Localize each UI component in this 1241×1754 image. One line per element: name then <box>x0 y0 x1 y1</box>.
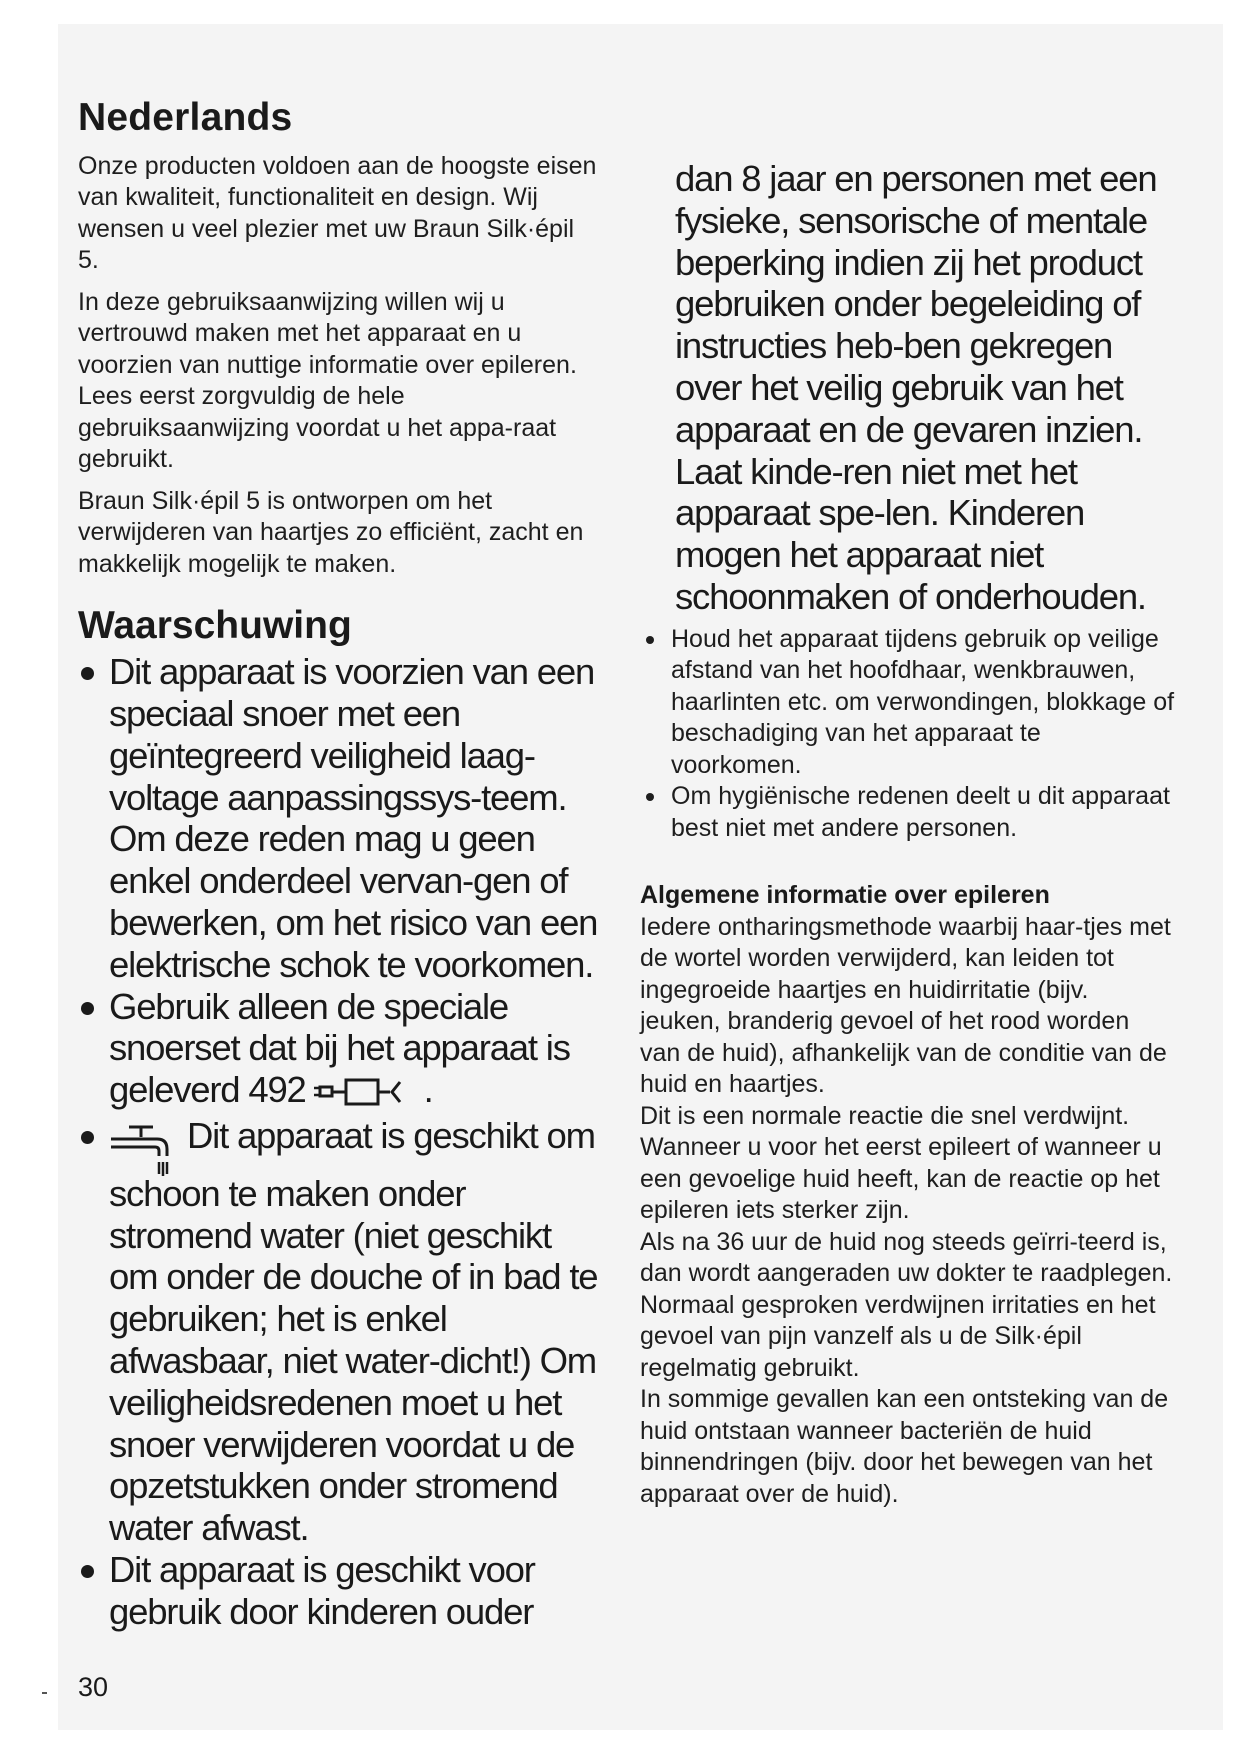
warning-bullet-4-continued: dan 8 jaar en personen met een fysieke, sensorische of mentale beperking indien zij het product gebruiken onder begeleiding of instructies heb-ben gekregen over het veilig gebruik van het apparaat en de gevaren inzien. Laat kinde-ren niet met het apparaat spe-len. Kinderen mogen het apparaat niet schoonmaken of onderhouden. <box>675 158 1157 617</box>
small-warning-list <box>640 624 1175 845</box>
general-info-paragraph-2: Dit is een normale reactie die snel verdwijnt. Wanneer u voor het eerst epileert of wanneer u een gevoelige huid heeft, kan de reactie op het epileren iets sterker zijn. <box>640 1101 1162 1225</box>
warning-bullet-3-text: Dit apparaat is geschikt om schoon te maken onder stromend water (niet geschikt om onder de douche of in bad te gebruiken; het is enkel afwasbaar, niet water-dicht!) Om veiligheidsredenen moet u het snoer verwijderen voordat u de opzetstukken onder stromend water afwast. <box>109 1114 598 1549</box>
intro-paragraph-2: In deze gebruiksaanwijzing willen wij u vertrouwd maken met het apparaat en u voorzien van nuttige informatie over epileren. Lees eerst zorgvuldig de hele gebruiksaanwijzing voordat u het appa-raat gebruikt. <box>78 287 577 474</box>
general-info-paragraph-3: Als na 36 uur de huid nog steeds geïrri-teerd is, dan wordt aangeraden uw dokter te raadplegen. Normaal gesproken verdwijnen irritaties en het gevoel van pijn vanzelf als u de Silk·épil regelmatig gebruikt. <box>640 1227 1173 1382</box>
edge-mark <box>42 1692 47 1694</box>
warning-bullet-1-text: Dit apparaat is voorzien van een speciaal snoer met een geïntegreerd veiligheid laag-voltage aanpassingssys-teem. Om deze reden mag u geen enkel onderdeel vervan-gen of bewerken, om het risico van een elektrische schok te voorkomen. <box>109 651 598 985</box>
general-info-paragraph-1: Iedere ontharingsmethode waarbij haar-tjes met de wortel worden verwijderd, kan leiden tot ingegroeide haartjes en huidirritatie (bijv. jeuken, branderig gevoel of het rood worden van de huid), afhankelijk van de conditie van de huid en haartjes. <box>640 912 1171 1099</box>
right-column <box>640 158 1175 1510</box>
intro-paragraph-3: Braun Silk·épil 5 is ontworpen om het verwijderen van haartjes zo efficiënt, zacht en makkelijk mogelijk te maken. <box>78 486 584 578</box>
warning-heading: Waarschuwing <box>78 604 352 648</box>
intro-paragraph-1: Onze producten voldoen aan de hoogste eisen van kwaliteit, functionaliteit en design. Wij wensen u veel plezier met uw Braun Silk·épil 5. <box>78 151 597 275</box>
page-heading: Nederlands <box>78 96 293 139</box>
warning-bullet-3 <box>78 1115 598 1549</box>
warning-bullet-4-text: Dit apparaat is geschikt voor gebruik door kinderen ouder <box>109 1548 535 1632</box>
warning-bullet-2-text: Gebruik alleen de speciale snoerset dat bij het apparaat is geleverd 492 <box>109 985 570 1111</box>
small-warning-bullet-1: Houd het apparaat tijdens gebruik op veilige afstand van het hoofdhaar, wenkbrauwen, haarlinten etc. om verwondingen, blokkage of beschadiging van het apparaat te voorkomen. <box>640 624 1175 782</box>
page-number: 30 <box>78 1672 109 1702</box>
warning-bullet-1 <box>78 651 598 985</box>
warning-bullet-2-end: . <box>423 1069 433 1111</box>
cord-plug-icon <box>312 1073 424 1115</box>
warning-bullet-2 <box>78 986 598 1115</box>
warning-list <box>78 651 598 1632</box>
left-column <box>78 96 598 1633</box>
general-info-paragraph-4: In sommige gevallen kan een ontsteking van de huid ontstaan wanneer bacteriën de huid binnendringen (bijv. door het bewegen van het apparaat over de huid). <box>640 1385 1169 1508</box>
general-info-heading: Algemene informatie over epileren <box>640 881 1050 910</box>
warning-bullet-4 <box>78 1549 598 1633</box>
small-warning-bullet-2: Om hygiënische redenen deelt u dit apparaat best niet met andere personen. <box>640 781 1175 844</box>
